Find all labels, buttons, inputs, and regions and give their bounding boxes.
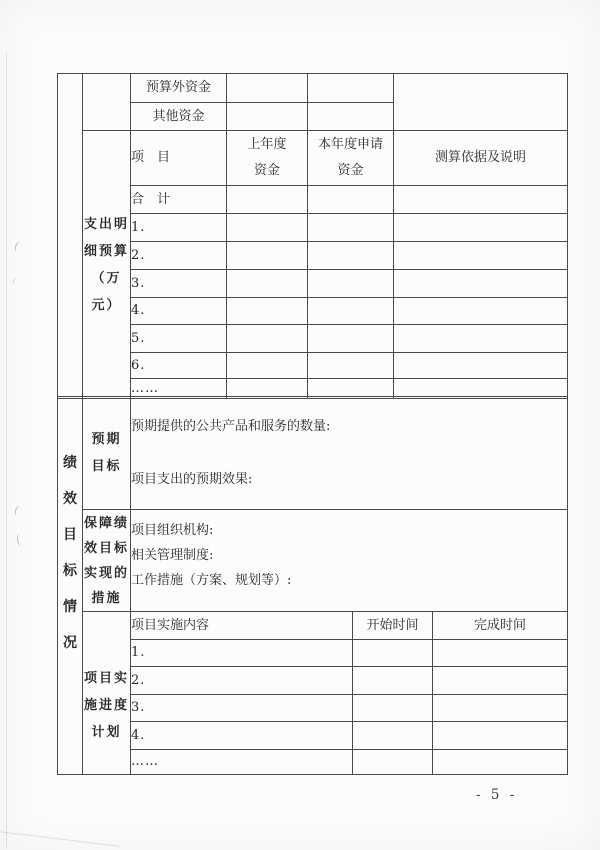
outer-group-cell: [58, 74, 83, 399]
empty-cell: [433, 750, 568, 775]
funding-row-label: 预算外资金: [131, 74, 227, 103]
budget-table: [57, 73, 568, 399]
empty-cell: [433, 667, 568, 695]
empty-cell: [308, 103, 394, 131]
empty-cell: [353, 750, 433, 775]
column-header-prev-year: 上年度 资金: [227, 131, 308, 186]
empty-cell: [83, 74, 131, 131]
empty-cell: [308, 74, 394, 103]
empty-cell: [353, 695, 433, 722]
empty-cell: [227, 353, 308, 379]
empty-cell: [433, 695, 568, 722]
page-number: - 5 -: [476, 787, 518, 803]
implementation-schedule-label: 项目实 施进度 计划: [83, 612, 131, 775]
schedule-row-label: 2.: [131, 667, 353, 695]
scan-artifact: [14, 241, 24, 253]
empty-cell: [394, 242, 568, 270]
table-row: [58, 325, 568, 353]
empty-cell: [308, 298, 394, 325]
table-row: [58, 298, 568, 325]
table-row: [58, 640, 568, 667]
empty-cell: [308, 353, 394, 379]
empty-cell: [433, 640, 568, 667]
table-row: [58, 353, 568, 379]
empty-cell: [308, 214, 394, 242]
table-row: [58, 722, 568, 750]
budget-row-label: 1.: [131, 214, 227, 242]
table-row: [58, 270, 568, 298]
expected-goals-content: 预期提供的公共产品和服务的数量: 项目支出的预期效果:: [131, 397, 568, 510]
empty-cell: [433, 722, 568, 750]
empty-cell: [227, 74, 308, 103]
budget-row-label: 6.: [131, 353, 227, 379]
budget-row-label: 3.: [131, 270, 227, 298]
empty-cell: [227, 298, 308, 325]
scan-artifact: [12, 277, 21, 286]
empty-cell: [308, 270, 394, 298]
column-header-basis: 测算依据及说明: [394, 131, 568, 186]
paper-edge-artifact: [6, 52, 7, 847]
empty-cell: [353, 722, 433, 750]
schedule-row-label: 1.: [131, 640, 353, 667]
table-row: [58, 510, 568, 612]
column-header-content: 项目实施内容: [131, 612, 353, 640]
budget-row-label: 4.: [131, 298, 227, 325]
empty-cell: [308, 186, 394, 214]
expected-goals-label: 预期 目标: [83, 397, 131, 510]
table-row: [58, 74, 568, 103]
budget-row-label: 合 计: [131, 186, 227, 214]
budget-row-label: 5.: [131, 325, 227, 353]
table-row: [58, 667, 568, 695]
funding-row-label: 其他资金: [131, 103, 227, 131]
schedule-row-label: 3.: [131, 695, 353, 722]
table-row: [58, 695, 568, 722]
empty-cell: [394, 74, 568, 131]
column-header-current-year: 本年度申请 资金: [308, 131, 394, 186]
empty-cell: [308, 242, 394, 270]
scan-artifact: [16, 534, 25, 547]
scan-artifact: [0, 830, 120, 847]
empty-cell: [227, 270, 308, 298]
empty-cell: [227, 103, 308, 131]
empty-cell: [394, 186, 568, 214]
schedule-row-label: ……: [131, 750, 353, 775]
column-header-start-time: 开始时间: [353, 612, 433, 640]
empty-cell: [308, 325, 394, 353]
table-row: [58, 750, 568, 775]
table-row: [58, 397, 568, 510]
budget-section-label: 支出明 细预算 （万 元）: [83, 131, 131, 399]
empty-cell: [227, 242, 308, 270]
empty-cell: [394, 270, 568, 298]
empty-cell: [353, 640, 433, 667]
empty-cell: [394, 298, 568, 325]
performance-table: [57, 396, 568, 775]
empty-cell: [227, 325, 308, 353]
budget-row-label: 2.: [131, 242, 227, 270]
column-header-finish-time: 完成时间: [433, 612, 568, 640]
schedule-row-label: 4.: [131, 722, 353, 750]
column-header-item: 项 目: [131, 131, 227, 186]
empty-cell: [394, 353, 568, 379]
table-row: [58, 242, 568, 270]
empty-cell: [394, 325, 568, 353]
table-header-row: [58, 131, 568, 186]
empty-cell: [227, 186, 308, 214]
empty-cell: [227, 214, 308, 242]
empty-cell: [353, 667, 433, 695]
budget-row-label: ……: [131, 379, 227, 399]
table-row: [58, 214, 568, 242]
table-header-row: [58, 612, 568, 640]
table-row: [58, 186, 568, 214]
performance-section-label: 绩 效 目 标 情 况: [58, 397, 83, 775]
safeguard-measures-content: 项目组织机构: 相关管理制度: 工作措施（方案、规划等）:: [131, 510, 568, 612]
scan-artifact: [14, 505, 24, 517]
safeguard-measures-label: 保障绩 效目标 实现的 措施: [83, 510, 131, 612]
empty-cell: [394, 214, 568, 242]
